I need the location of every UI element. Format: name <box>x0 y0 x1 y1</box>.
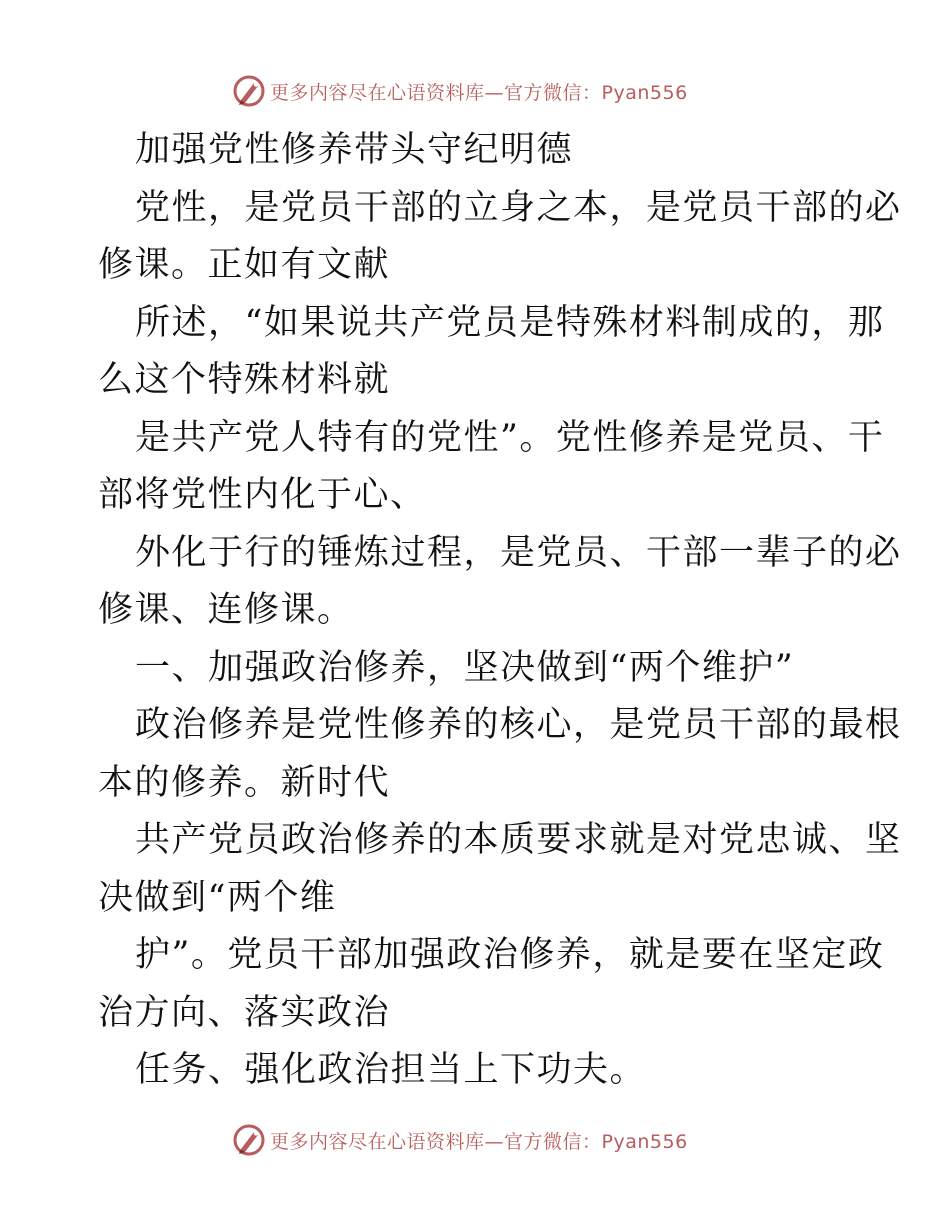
pen-logo-icon <box>232 1123 266 1157</box>
text-line: 么这个特殊材料就 <box>98 360 391 400</box>
text-line: 是共产党人特有的党性”。党性修养是党员、干 <box>135 417 885 458</box>
text-line: 决做到“两个维 <box>98 877 337 918</box>
text-line: 政治修养是党性修养的核心，是党员干部的最根 <box>135 705 902 745</box>
text-line: 修课。正如有文献 <box>98 245 391 285</box>
text-line: 护”。党员干部加强政治修养，就是要在坚定政 <box>135 935 885 975</box>
text-line: 所述，“如果说共产党员是特殊材料制成的，那 <box>135 302 885 343</box>
header-banner-text: 更多内容尽在心语资料库—官方微信：Pyan556 <box>270 81 688 104</box>
text-line: 外化于行的锤炼过程，是党员、干部一辈子的必 <box>135 532 902 573</box>
pen-logo-icon <box>232 74 266 108</box>
document-title: 加强党性修养带头守纪明德 <box>135 130 574 170</box>
text-line: 修课、连修课。 <box>98 590 354 630</box>
text-line: 共产党员政治修养的本质要求就是对党忠诚、坚 <box>135 820 902 860</box>
document-body <box>98 122 902 1100</box>
text-line: 部将党性内化于心、 <box>98 475 427 515</box>
footer-banner-text: 更多内容尽在心语资料库—官方微信：Pyan556 <box>270 1130 688 1153</box>
header-banner <box>232 73 688 109</box>
text-line: 本的修养。新时代 <box>98 762 391 803</box>
text-line: 任务、强化政治担当上下功夫。 <box>135 1050 647 1090</box>
footer-banner <box>232 1122 688 1158</box>
section-heading: 一、加强政治修养，坚决做到“两个维护” <box>135 647 795 688</box>
text-line: 治方向、落实政治 <box>98 992 391 1033</box>
text-line: 党性，是党员干部的立身之本，是党员干部的必 <box>135 187 902 228</box>
